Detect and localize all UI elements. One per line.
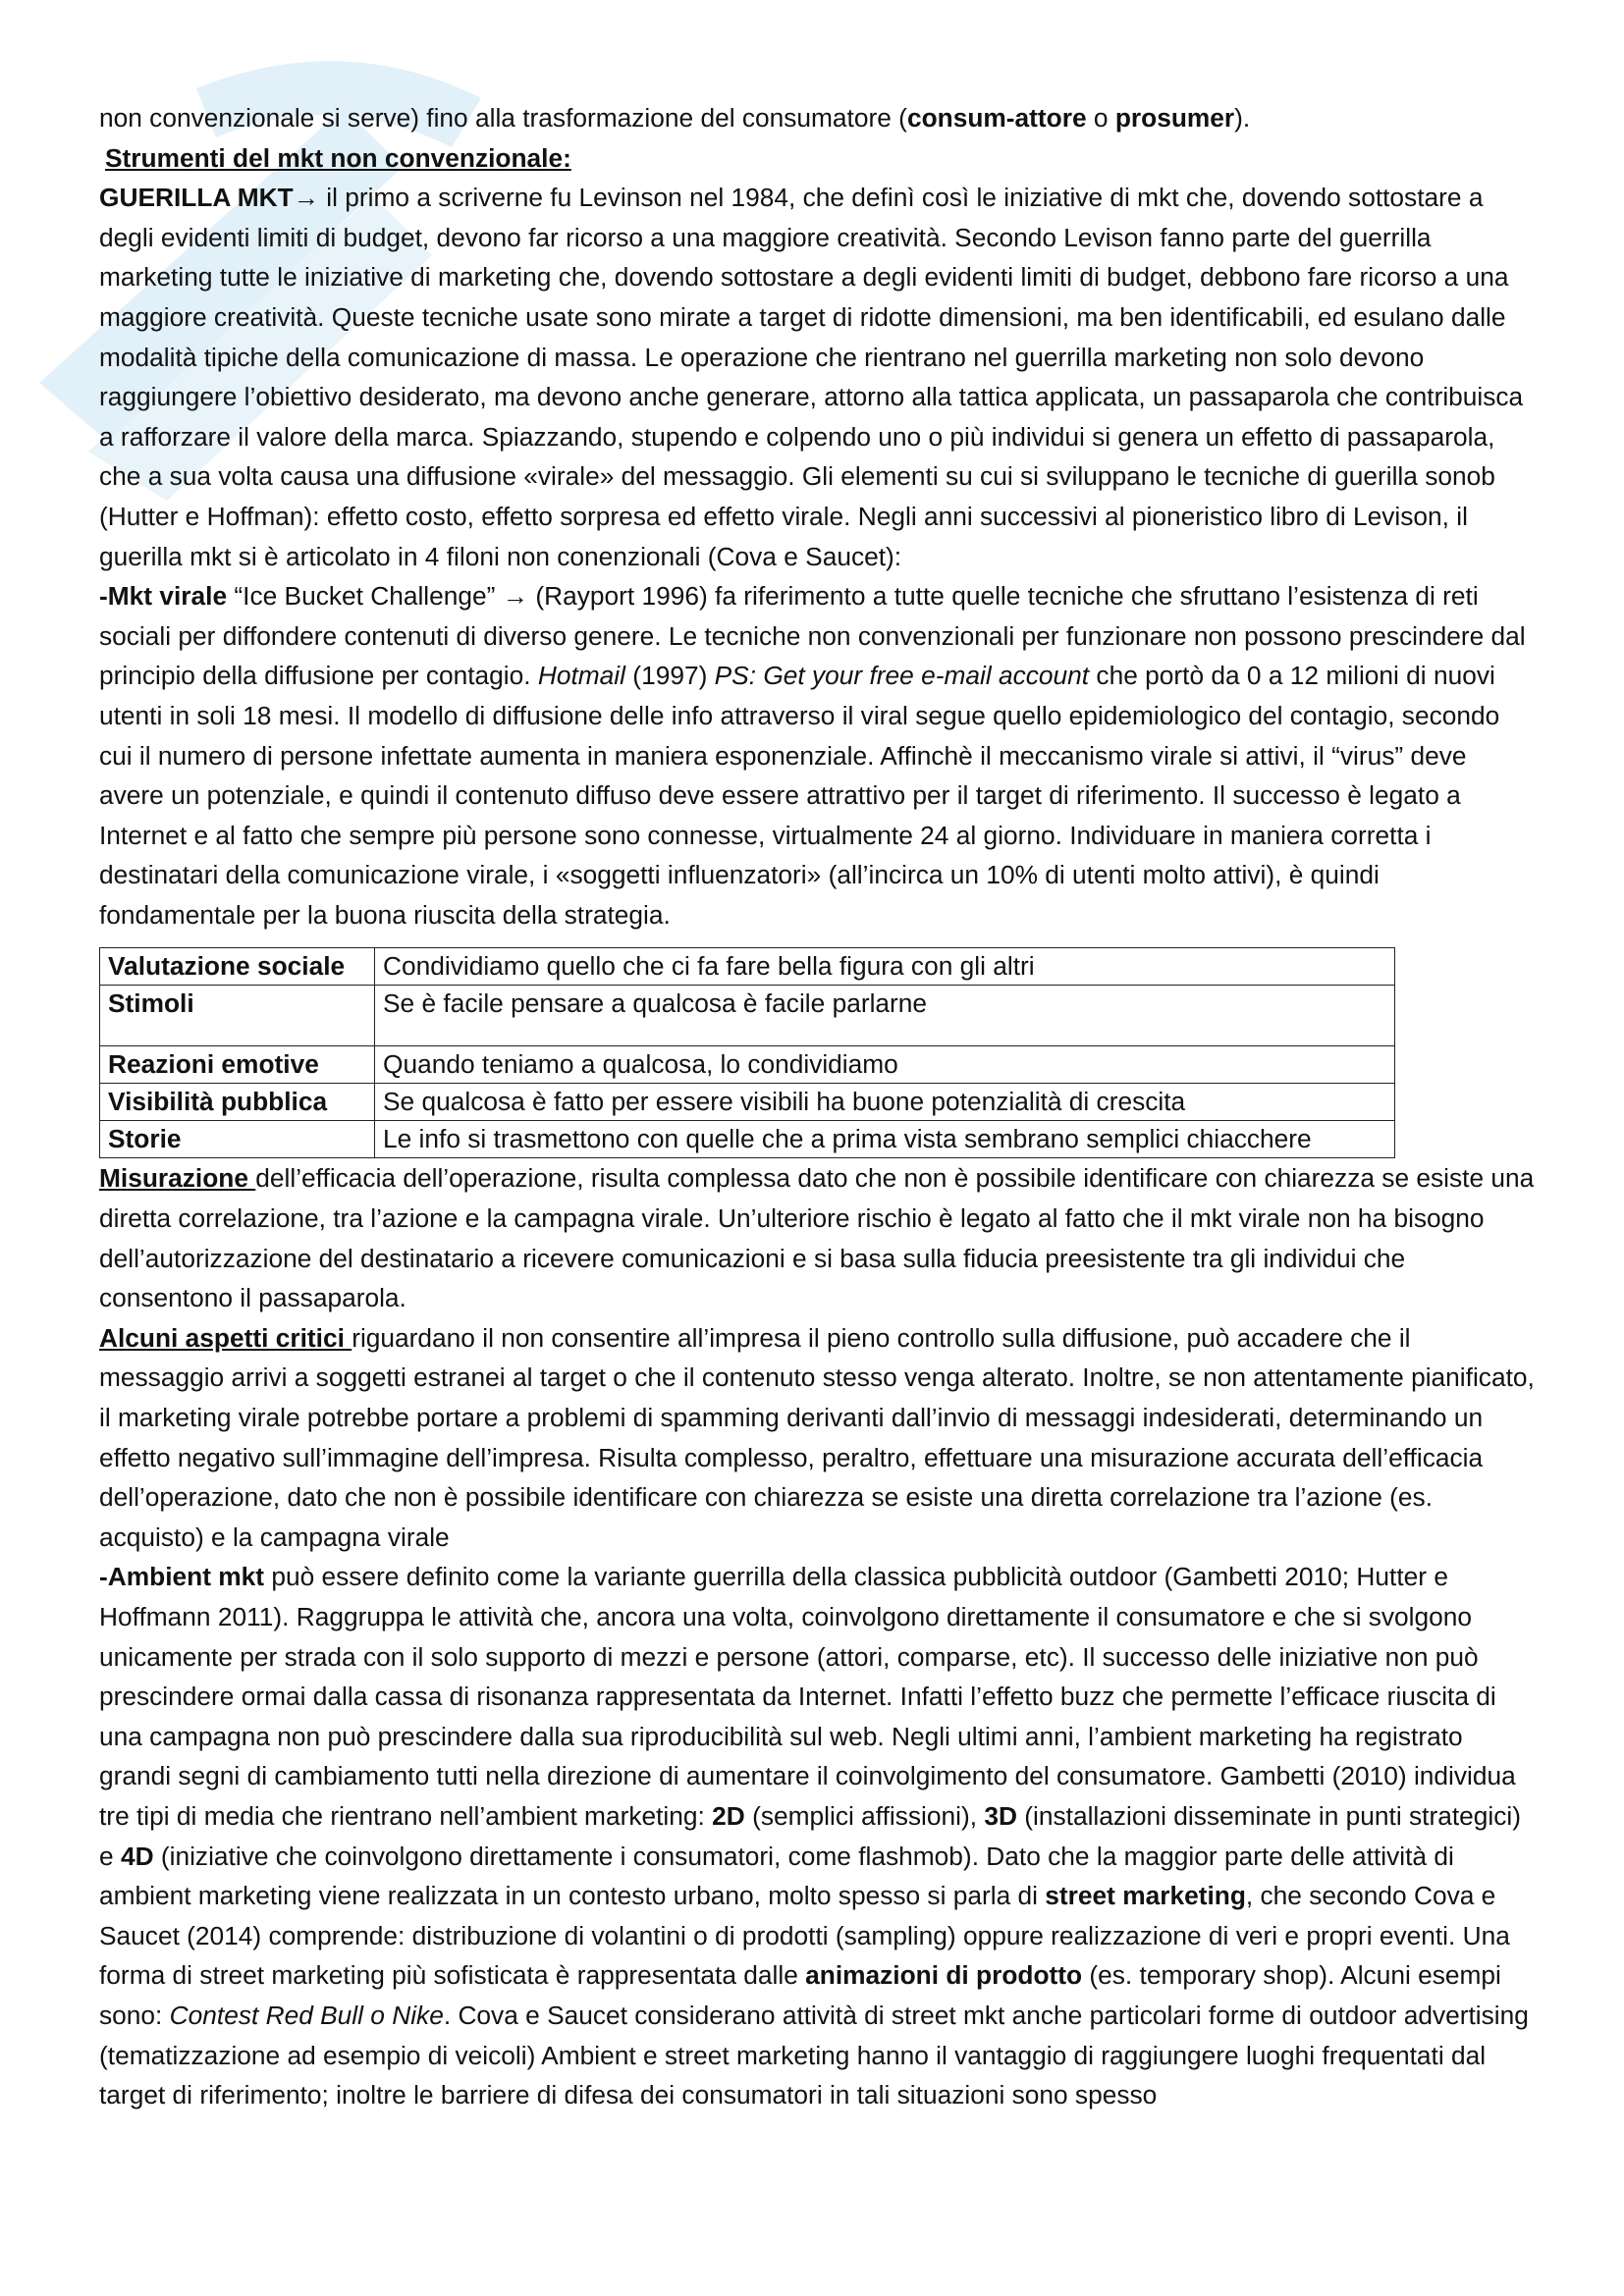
table-row xyxy=(100,948,1395,986)
text-run: Hotmail xyxy=(537,661,625,691)
paragraph-aspetti-critici xyxy=(99,1318,1535,1558)
text-run: dell’efficacia dell’operazione, risulta complessa dato che non è possibile identificare con chiarezza se esiste una diretta correlazione, tra l’azione e la campagna virale. Un’ulteriore rischio è legato al fatto che il mkt virale non ha bisogno dell’autorizzazione del destinatario a ricevere comunicazioni e si basa sulla fiducia preesistente tra gli individui che consentono il passaparola. xyxy=(99,1163,1535,1313)
paragraph-mkt-virale xyxy=(99,576,1535,934)
text-run: 3D xyxy=(984,1800,1017,1831)
text-run: Alcuni aspetti critici xyxy=(99,1322,352,1353)
text-run: GUERILLA MKT xyxy=(99,183,294,213)
text-run: (1997) xyxy=(625,661,715,691)
table-row xyxy=(100,1046,1395,1084)
table-value: Quando teniamo a qualcosa, lo condividiamo xyxy=(375,1046,1395,1084)
text-run: o xyxy=(1086,103,1115,133)
text-run: , che secondo Cova e Saucet (2014) comprende: distribuzione di volantini o di prodotti (sampling) oppure realizzazione di veri e propri eventi. Una forma di street marketing più sofisticata è rappresentata dalle xyxy=(99,1881,1510,1991)
text-run: può essere definito come la variante guerrilla della classica pubblicità outdoor (Gambetti 2010; Hutter e Hoffmann 2011). Raggruppa le attività che, ancora una volta, coinvolgono direttamente il consumatore e che si svolgono unicamente per strada con il solo supporto di mezzi e persone (attori, comparse, etc). Il successo delle iniziative non può prescindere ormai dalla cassa di risonanza rappresentata da Internet. Infatti l’effetto buzz che permette l’efficace riuscita di una campagna non può prescindere dalla sua riproducibilità sul web. Negli ultimi anni, l’ambient marketing ha registrato grandi segni di cambiamento tutti nella direzione di aumentare il coinvolgimento del consumatore. Gambetti (2010) individua tre tipi di media che rientrano nell’ambient marketing: xyxy=(99,1562,1516,1831)
section-heading: Strumenti del mkt non convenzionale: xyxy=(105,142,571,173)
paragraph-misurazione xyxy=(99,1158,1535,1317)
text-run: consum-attore xyxy=(906,103,1087,133)
text-run: 4D xyxy=(120,1841,154,1871)
text-run: prosumer xyxy=(1114,103,1235,133)
text-run: Misurazione xyxy=(99,1163,256,1194)
table-row xyxy=(100,1084,1395,1121)
table-key: Reazioni emotive xyxy=(100,1046,375,1084)
table-value: Condividiamo quello che ci fa fare bella figura con gli altri xyxy=(375,948,1395,986)
text-run: (iniziative che coinvolgono direttamente i consumatori, come flashmob). Dato che la maggior parte delle attività di ambient marketing viene realizzata in un contesto urbano, molto spesso si parla di xyxy=(99,1841,1454,1911)
text-run: PS: Get your free e-mail account xyxy=(714,661,1090,691)
text-run: -Ambient mkt xyxy=(99,1562,265,1592)
intro-line xyxy=(99,98,1535,138)
text-run: street marketing xyxy=(1045,1881,1246,1911)
text-run: Contest Red Bull o Nike xyxy=(169,2000,444,2030)
paragraph-guerilla-mkt xyxy=(99,178,1535,576)
table-key: Visibilità pubblica xyxy=(100,1084,375,1121)
table-key: Valutazione sociale xyxy=(100,948,375,986)
paragraph-ambient-mkt xyxy=(99,1557,1535,2114)
text-run: . Cova e Saucet considerano attività di street mkt anche particolari forme di outdoor advertising (tematizzazione ad esempio di veicoli) Ambient e street marketing hanno il vantaggio di raggiungere luoghi frequentati dal target di riferimento; inoltre le barriere di difesa dei consumatori in tali situazioni sono spesso xyxy=(99,2000,1529,2110)
text-run: (es. temporary shop). Alcuni esempi sono: xyxy=(99,1960,1501,2030)
text-run: non convenzionale si serve) fino alla trasformazione del consumatore ( xyxy=(99,103,907,133)
text-run: animazioni di prodotto xyxy=(805,1960,1083,1991)
table-row xyxy=(100,986,1395,1046)
document-page xyxy=(99,98,1535,2115)
table-key: Storie xyxy=(100,1121,375,1158)
table-row xyxy=(100,1121,1395,1158)
table-value: Le info si trasmettono con quelle che a prima vista sembrano semplici chiacchere xyxy=(375,1121,1395,1158)
text-run: 2D xyxy=(712,1800,745,1831)
viral-factors-table xyxy=(99,947,1395,1158)
text-run: → il primo a scriverne fu Levinson nel 1984, che definì così le iniziative di mkt che, dovendo sottostare a degli evidenti limiti di budget, devono far ricorso a una maggiore creatività. Secondo Levison fanno parte del guerrilla marketing tutte le iniziative di marketing che, dovendo sottostare a degli evidenti limiti di budget, debbono fare ricorso a una maggiore creatività. Queste tecniche usate sono mirate a target di ridotte dimensioni, ma ben identificabili, ed esulano dalle modalità tipiche della comunicazione di massa. Le operazione che rientrano nel guerrilla marketing non solo devono raggiungere l’obiettivo desiderato, ma devono anche generare, attorno alla tattica applicata, un passaparola che contribuisca a rafforzare il valore della marca. Spiazzando, stupendo e colpendo uno o più individui si genera un effetto di passaparola, che a sua volta causa una diffusione «virale» del messaggio. Gli elementi su cui si sviluppano le tecniche di guerilla sonob (Hutter e Hoffman): effetto costo, effetto sorpresa ed effetto virale. Negli anni successivi al pioneristico libro di Levison, il guerilla mkt si è articolato in 4 filoni non conenzionali (Cova e Saucet): xyxy=(99,183,1524,571)
text-run: (semplici affissioni), xyxy=(744,1800,985,1831)
text-run: “Ice Bucket Challenge” → (Rayport 1996) fa riferimento a tutte quelle tecniche che sfruttano l’esistenza di reti sociali per diffondere contenuti di diverso genere. Le tecniche non convenzionali per funzionare non possono prescindere dal principio della diffusione per contagio. xyxy=(99,581,1526,691)
table-value: Se è facile pensare a qualcosa è facile parlarne xyxy=(375,986,1395,1046)
text-run: che portò da 0 a 12 milioni di nuovi utenti in soli 18 mesi. Il modello di diffusione delle info attraverso il viral segue quello epidemiologico del contagio, secondo cui il numero di persone infettate aumenta in maniera esponenziale. Affinchè il meccanismo virale si attivi, il “virus” deve avere un potenziale, e quindi il contenuto diffuso deve essere attrattivo per il target di riferimento. Il successo è legato a Internet e al fatto che sempre più persone sono connesse, virtualmente 24 al giorno. Individuare in maniera corretta i destinatari della comunicazione virale, i «soggetti influenzatori» (all’incirca un 10% di utenti molto attivi), è quindi fondamentale per la buona riuscita della strategia. xyxy=(99,661,1500,930)
table-value: Se qualcosa è fatto per essere visibili ha buone potenzialità di crescita xyxy=(375,1084,1395,1121)
text-run: (installazioni disseminate in punti strategici) e xyxy=(99,1800,1521,1871)
table-key: Stimoli xyxy=(100,986,375,1046)
text-run: riguardano il non consentire all’impresa il pieno controllo sulla diffusione, può accadere che il messaggio arrivi a soggetti estranei al target o che il contenuto stesso venga alterato. Inoltre, se non attentamente pianificato, il marketing virale potrebbe portare a problemi di spamming derivanti dall’invio di messaggi indesiderati, determinando un effetto negativo sull’immagine dell’impresa. Risulta complesso, peraltro, effettuare una misurazione accurata dell’efficacia dell’operazione, dato che non è possibile identificare con chiarezza se esiste una diretta correlazione tra l’azione (es. acquisto) e la campagna virale xyxy=(99,1322,1535,1552)
text-run: ). xyxy=(1234,103,1251,133)
text-run: -Mkt virale xyxy=(99,581,228,612)
